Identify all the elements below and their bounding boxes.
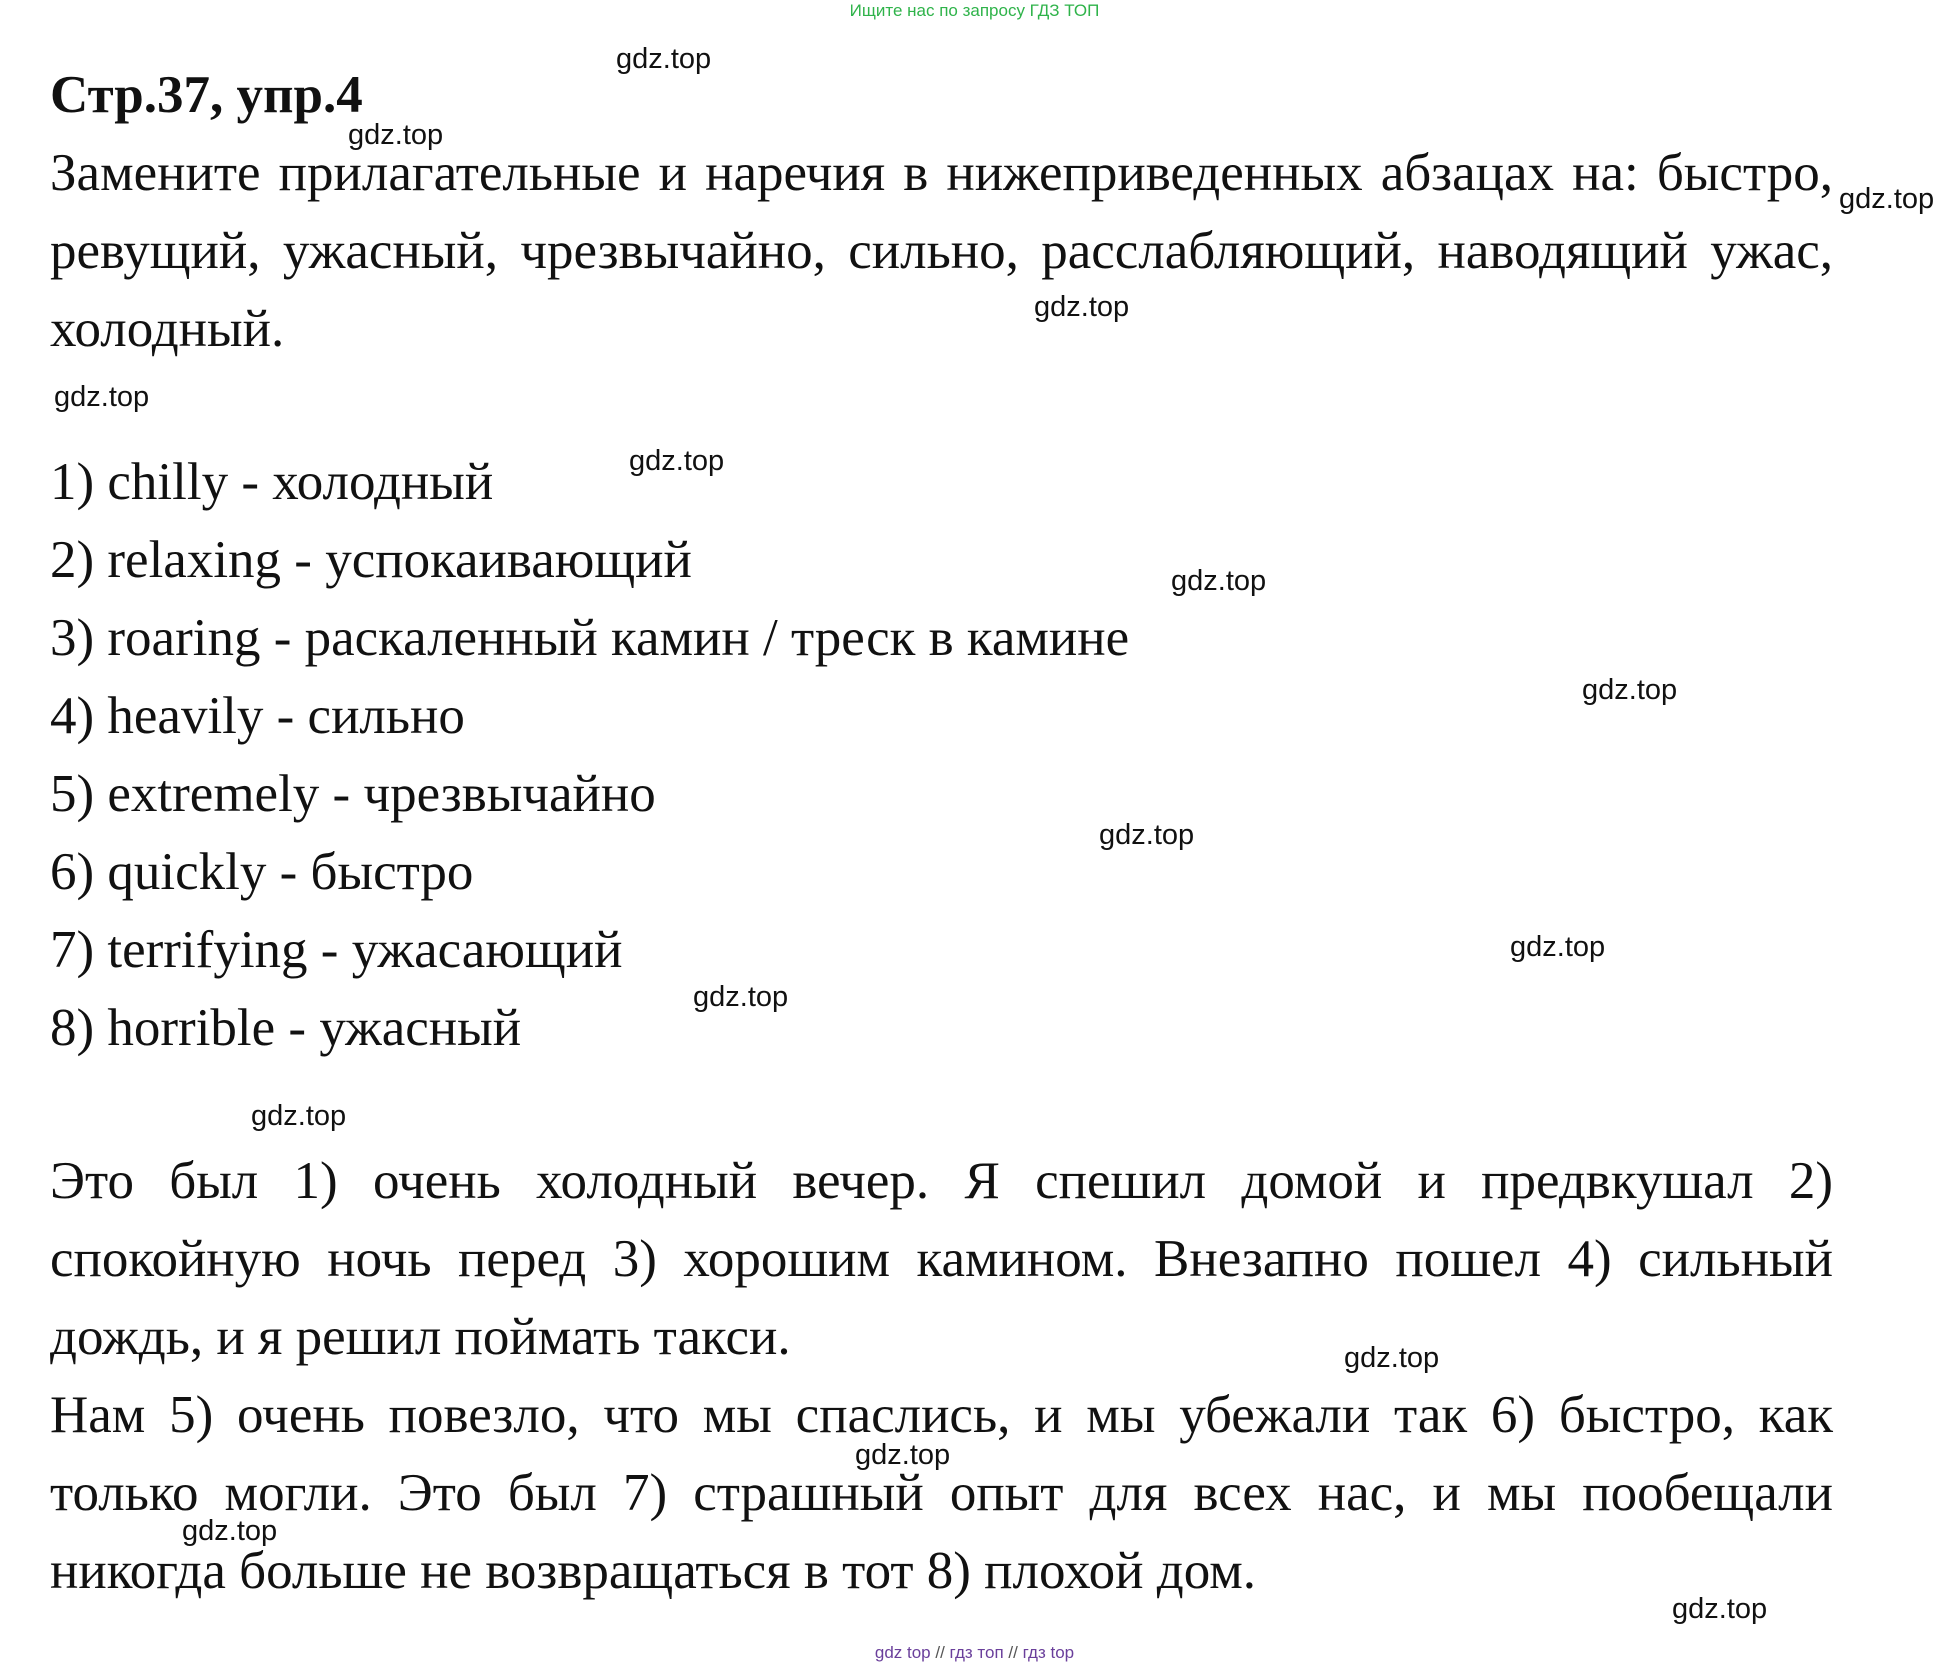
watermark: gdz.top — [629, 445, 725, 477]
page-title: Стр.37, упр.4 — [50, 66, 363, 124]
answer-item-4: 4) heavily - сильно — [50, 687, 465, 745]
exercise-instruction: Замените прилагательные и наречия в нижеприведенных абзацах на: быстро, ревущий, ужасный, чрезвычайно, сильно, расслабляющий, наводящий ужас, холодный. — [50, 144, 1833, 358]
watermark: gdz.top — [1839, 183, 1935, 215]
footer-link-gdz-top[interactable]: gdz top — [874, 1643, 931, 1662]
watermark: gdz.top — [855, 1439, 951, 1471]
watermark: gdz.top — [1034, 291, 1130, 323]
story-paragraph-1: Это был 1) очень холодный вечер. Я спешил домой и предвкушал 2) спокойную ночь перед 3) хорошим камином. Внезапно пошел 4) сильный дождь, и я решил поймать такси. — [50, 1152, 1833, 1366]
answer-item-8: 8) horrible - ужасный — [50, 999, 522, 1057]
top-banner: Ищите нас по запросу ГДЗ ТОП — [849, 1, 1100, 20]
watermark: gdz.top — [1672, 1593, 1768, 1625]
watermark: gdz.top — [693, 981, 789, 1013]
answer-item-1: 1) chilly - холодный — [50, 453, 494, 511]
answer-item-7: 7) terrifying - ужасающий — [50, 921, 623, 979]
watermark: gdz.top — [1582, 674, 1678, 706]
watermark: gdz.top — [182, 1515, 278, 1547]
answer-item-2: 2) relaxing - успокаивающий — [50, 531, 692, 589]
footer-links — [0, 1643, 1949, 1663]
watermark: gdz.top — [1510, 931, 1606, 963]
watermark: gdz.top — [1344, 1342, 1440, 1374]
answer-item-6: 6) quickly - быстро — [50, 843, 474, 901]
watermark: gdz.top — [251, 1100, 347, 1132]
footer-separator: // — [935, 1643, 945, 1662]
watermark: gdz.top — [54, 381, 150, 413]
footer-separator: // — [1008, 1643, 1018, 1662]
answer-item-5: 5) extremely - чрезвычайно — [50, 765, 656, 823]
footer-link-gdz-top-ru[interactable]: гдз топ — [949, 1643, 1004, 1662]
story-paragraph-2: Нам 5) очень повезло, что мы спаслись, и мы убежали так 6) быстро, как только могли. Это был 7) страшный опыт для всех нас, и мы пообещали никогда больше не возвращаться в тот 8) плохой дом. — [50, 1386, 1833, 1600]
answer-list — [50, 443, 1129, 1067]
answer-item-3: 3) roaring - раскаленный камин / треск в камине — [50, 609, 1130, 667]
watermark: gdz.top — [1171, 565, 1267, 597]
watermark: gdz.top — [348, 119, 444, 151]
footer-link-gdz-top-mixed[interactable]: гдз top — [1022, 1643, 1075, 1662]
watermark: gdz.top — [616, 43, 712, 75]
watermark: gdz.top — [1099, 819, 1195, 851]
